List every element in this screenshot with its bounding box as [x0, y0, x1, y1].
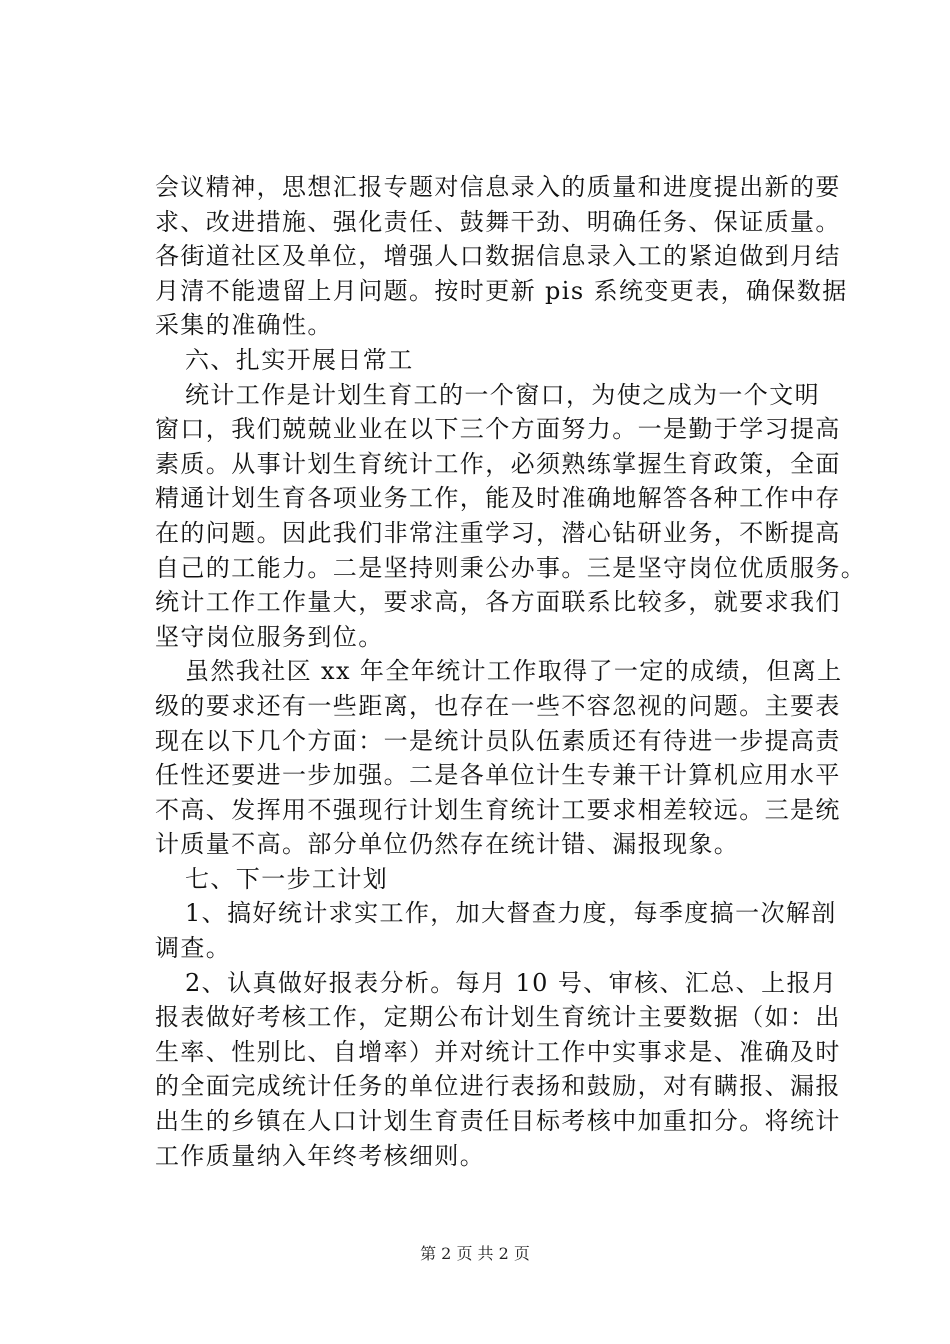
text-line: 统计工作是计划生育工的一个窗口，为使之成为一个文明: [185, 380, 820, 409]
text-line: 求、改进措施、强化责任、鼓舞干劲、明确任务、保证质量。: [155, 207, 841, 236]
text-line: 现在以下几个方面：一是统计员队伍素质还有待进一步提高责: [155, 726, 841, 755]
text-line: 会议精神，思想汇报专题对信息录入的质量和进度提出新的要: [155, 173, 841, 201]
text-line: 的全面完成统计任务的单位进行表扬和鼓励，对有瞒报、漏报: [155, 1072, 841, 1101]
text-line: 2、认真做好报表分析。每月 10 号、审核、汇总、上报月: [185, 968, 838, 997]
text-line: 生率、性别比、自增率）并对统计工作中实事求是、准确及时: [155, 1037, 841, 1066]
text-line: 调查。: [155, 934, 232, 963]
text-line: 工作质量纳入年终考核细则。: [155, 1141, 486, 1170]
text-line: 1、搞好统计求实工作，加大督查力度，每季度搞一次解剖: [185, 899, 837, 928]
text-line: 在的问题。因此我们非常注重学习，潜心钻研业务，不断提高: [155, 518, 841, 547]
text-line: 不高、发挥用不强现行计划生育统计工要求相差较远。三是统: [155, 795, 841, 824]
text-line: 采集的准确性。: [155, 311, 333, 340]
text-line: 各街道社区及单位，增强人口数据信息录入工的紧迫做到月结: [155, 242, 841, 271]
text-line: 出生的乡镇在人口计划生育责任目标考核中加重扣分。将统计: [155, 1107, 841, 1136]
text-line: 月清不能遗留上月问题。按时更新 pis 系统变更表，确保数据: [155, 276, 848, 305]
text-line: 级的要求还有一些距离，也存在一些不容忽视的问题。主要表: [155, 691, 841, 720]
text-line: 七、下一步工计划: [185, 864, 389, 893]
text-line: 统计工作工作量大，要求高，各方面联系比较多，就要求我们: [155, 588, 841, 617]
text-line: 计质量不高。部分单位仍然存在统计错、漏报现象。: [155, 830, 740, 859]
page-number-footer: 第 2 页 共 2 页: [420, 1244, 530, 1263]
text-line: 精通计划生育各项业务工作，能及时准确地解答各种工作中存: [155, 484, 841, 513]
text-line: 自己的工能力。二是坚持则秉公办事。三是坚守岗位优质服务。: [155, 553, 867, 582]
text-line: 任性还要进一步加强。二是各单位计生专兼干计算机应用水平: [155, 761, 841, 790]
text-line: 素质。从事计划生育统计工作，必须熟练掌握生育政策，全面: [155, 449, 841, 478]
text-line: 坚守岗位服务到位。: [155, 622, 384, 651]
text-line: 虽然我社区 xx 年全年统计工作取得了一定的成绩，但离上: [185, 657, 843, 686]
document-body: [155, 170, 867, 1173]
text-line: 六、扎实开展日常工: [185, 345, 414, 374]
text-line: 窗口，我们兢兢业业在以下三个方面努力。一是勤于学习提高: [155, 415, 841, 444]
text-line: 报表做好考核工作，定期公布计划生育统计主要数据（如：出: [155, 1003, 841, 1032]
